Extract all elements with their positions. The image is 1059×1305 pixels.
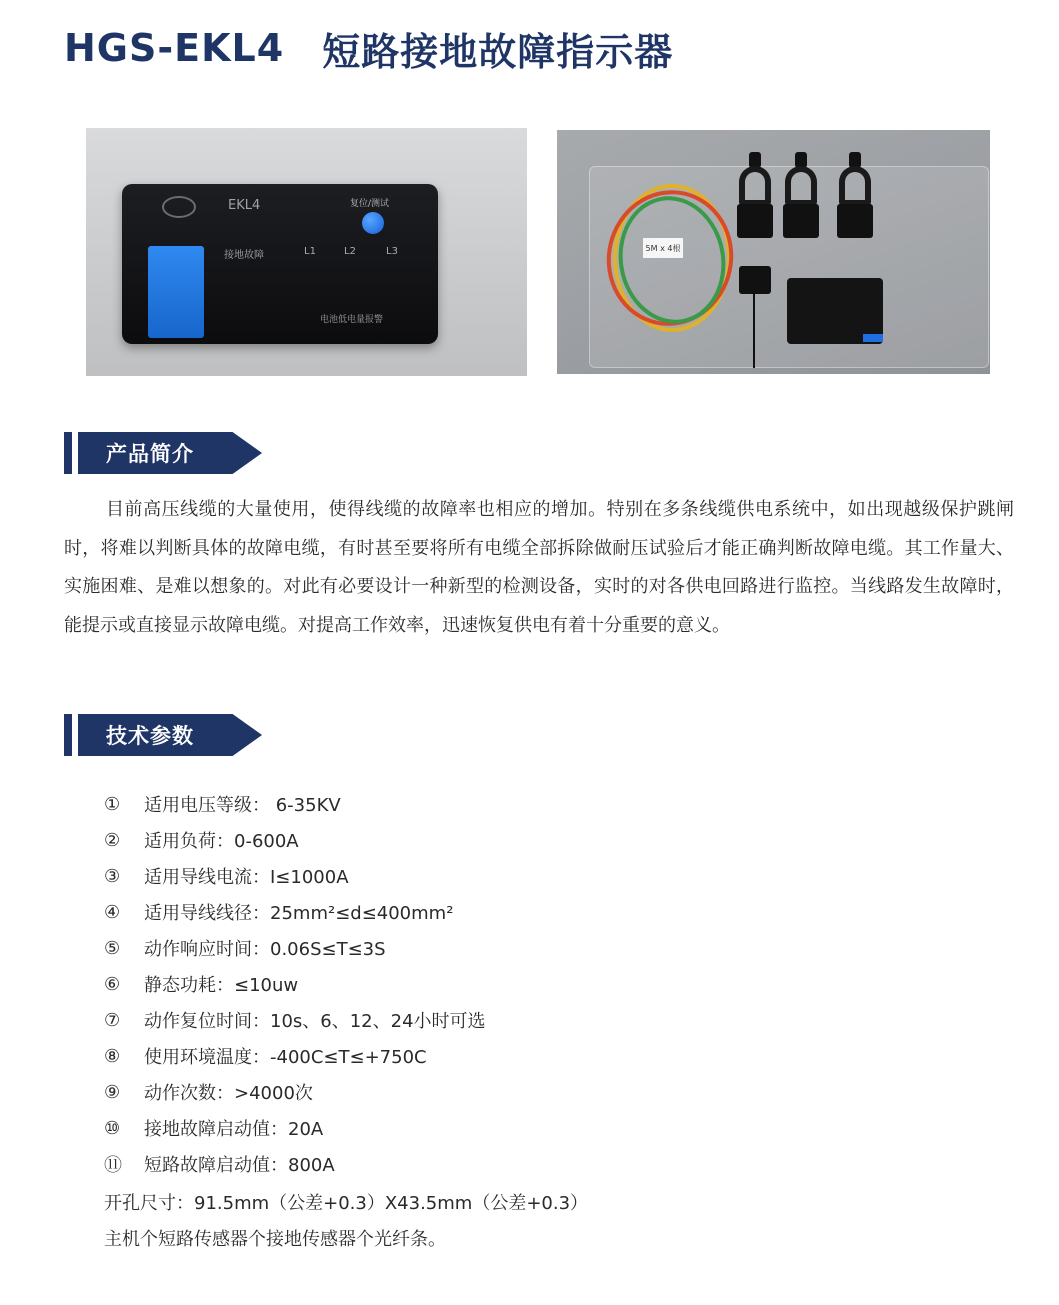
ground-fault-label: 接地故障 xyxy=(224,250,264,261)
list-item: ⑩ 接地故障启动值：20A xyxy=(104,1117,324,1140)
section-header-intro xyxy=(64,432,264,474)
list-item: ① 适用电压等级： 6-35KV xyxy=(104,793,341,816)
list-item: ④ 适用导线线径：25mm²≤d≤400mm² xyxy=(104,901,454,924)
section-header-params xyxy=(64,714,264,756)
clamp-sensor xyxy=(781,152,821,238)
kit-photo xyxy=(557,130,990,374)
cable-tag: 5M x 4根 xyxy=(643,238,683,258)
clamp-sensor xyxy=(735,152,775,238)
indicator-device xyxy=(122,184,438,344)
param-list xyxy=(104,786,1004,1182)
list-item: ② 适用负荷：0-600A xyxy=(104,829,299,852)
battery-low-label: 电池低电量报警 xyxy=(320,315,384,325)
device-brand-text: EKL4 xyxy=(228,198,261,213)
page-title xyxy=(64,22,673,74)
list-item: ⑨ 动作次数：>4000次 xyxy=(104,1081,313,1104)
reset-test-label: 复位/测试 xyxy=(350,199,390,209)
device-photo xyxy=(86,128,527,376)
l1-label: L1 xyxy=(304,246,316,257)
clamp-sensor xyxy=(835,152,875,238)
sensor-wire xyxy=(753,294,755,368)
package-contents-text: 主机个短路传感器个接地传感器个光纤条。 xyxy=(104,1229,446,1250)
l3-label: L3 xyxy=(386,246,398,257)
ground-sensor xyxy=(739,266,771,294)
main-unit xyxy=(787,278,883,344)
list-item: ③ 适用导线电流：I≤1000A xyxy=(104,865,349,888)
intro-paragraph: 目前高压线缆的大量使用，使得线缆的故障率也相应的增加。特别在多条线缆供电系统中，如出现越级保护跳闸时，将难以判断具体的故障电缆，有时甚至要将所有电缆全部拆除做耐压试验后才能正确判断故障电缆。其工作量大、实施困难、是难以想象的。对此有必要设计一种新型的检测设备，实时的对各供电回路进行监控。当线路发生故障时，能提示或直接显示故障电缆。对提高工作效率，迅速恢复供电有着十分重要的意义。 xyxy=(64,499,1014,636)
list-item: ⑦ 动作复位时间：10s、6、12、24小时可选 xyxy=(104,1009,486,1032)
reset-test-button-icon xyxy=(362,212,384,234)
product-name: 短路接地故障指示器 xyxy=(322,29,674,74)
list-item: ⑪ 短路故障启动值：800A xyxy=(104,1155,335,1176)
section-title-params: 技术参数 xyxy=(106,724,194,748)
list-item: ⑤ 动作响应时间：0.06S≤T≤3S xyxy=(104,937,386,960)
brand-logo-icon xyxy=(162,196,196,218)
list-item: ⑧ 使用环境温度：-400C≤T≤+750C xyxy=(104,1045,427,1068)
list-item: ⑥ 静态功耗：≤10uw xyxy=(104,973,299,996)
cutout-size-text: 开孔尺寸：91.5mm（公差+0.3）X43.5mm（公差+0.3） xyxy=(104,1193,589,1214)
l2-label: L2 xyxy=(344,246,356,257)
section-title-intro: 产品简介 xyxy=(106,442,194,466)
product-model: HGS-EKL4 xyxy=(64,26,285,70)
battery-cover xyxy=(148,246,204,338)
unit-blue-strip xyxy=(863,334,883,342)
